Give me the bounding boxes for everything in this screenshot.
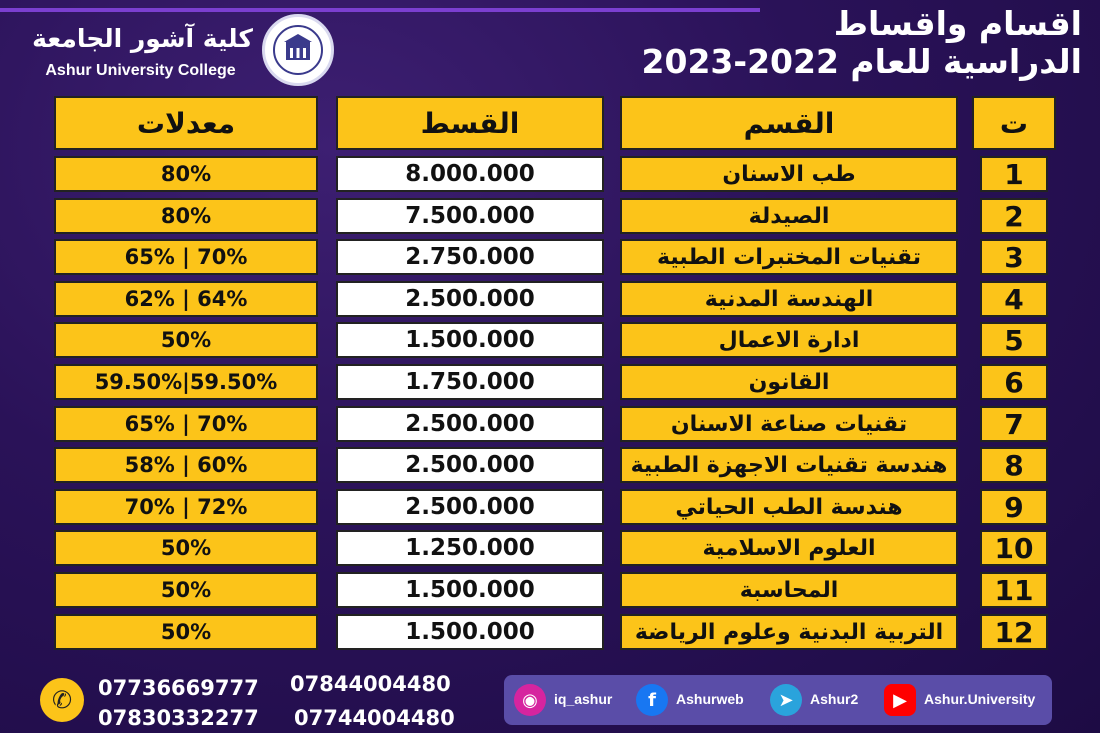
facebook-handle[interactable]: Ashurweb [676,691,744,707]
row-number: 3 [980,239,1048,275]
row-number: 5 [980,322,1048,358]
row-fee: 1.500.000 [336,322,604,358]
row-number: 7 [980,406,1048,442]
phone-number: 07744004480 [294,706,455,730]
column-header-department: القسم [620,96,958,150]
row-number: 1 [980,156,1048,192]
row-rate: 80% [54,198,318,234]
row-rate: 59.50%|59.50% [54,364,318,400]
row-fee: 7.500.000 [336,198,604,234]
row-number: 12 [980,614,1048,650]
row-number: 4 [980,281,1048,317]
row-rate: 65% | 70% [54,239,318,275]
row-fee: 2.500.000 [336,281,604,317]
row-number: 9 [980,489,1048,525]
column-header-rates: معدلات [54,96,318,150]
instagram-handle[interactable]: iq_ashur [554,691,613,707]
row-rate: 50% [54,322,318,358]
row-number: 6 [980,364,1048,400]
row-fee: 1.750.000 [336,364,604,400]
row-number: 11 [980,572,1048,608]
row-department: هندسة الطب الحياتي [620,489,958,525]
row-fee: 2.500.000 [336,489,604,525]
row-number: 2 [980,198,1048,234]
instagram-icon[interactable]: ◉ [514,684,546,716]
row-fee: 1.500.000 [336,614,604,650]
row-fee: 2.500.000 [336,447,604,483]
row-department: ادارة الاعمال [620,322,958,358]
row-fee: 1.250.000 [336,530,604,566]
page-title-line1: اقسام واقساط [833,4,1082,43]
row-department: هندسة تقنيات الاجهزة الطبية [620,447,958,483]
row-rate: 50% [54,530,318,566]
phone-number: 07830332277 [98,706,259,730]
facebook-icon[interactable]: f [636,684,668,716]
row-department: الصيدلة [620,198,958,234]
row-rate: 50% [54,614,318,650]
row-fee: 1.500.000 [336,572,604,608]
youtube-channel[interactable]: Ashur.University [924,691,1036,707]
column-header-number: ت [972,96,1056,150]
top-divider-line [0,8,760,12]
page-title-line2: الدراسية للعام 2022-2023 [641,42,1082,81]
row-department: طب الاسنان [620,156,958,192]
row-number: 10 [980,530,1048,566]
college-name-arabic: كلية آشور الجامعة [32,24,253,53]
college-name-english: Ashur University College [45,62,236,79]
row-department: العلوم الاسلامية [620,530,958,566]
row-rate: 65% | 70% [54,406,318,442]
row-department: التربية البدنية وعلوم الرياضة [620,614,958,650]
row-fee: 2.750.000 [336,239,604,275]
row-department: القانون [620,364,958,400]
telegram-handle[interactable]: Ashur2 [810,691,859,707]
telegram-icon[interactable]: ➤ [770,684,802,716]
row-rate: 58% | 60% [54,447,318,483]
social-media-bar [504,675,1052,725]
row-department: الهندسة المدنية [620,281,958,317]
row-rate: 70% | 72% [54,489,318,525]
youtube-icon[interactable]: ▶ [884,684,916,716]
row-department: تقنيات صناعة الاسنان [620,406,958,442]
column-header-fee: القسط [336,96,604,150]
phone-number: 07844004480 [290,672,451,696]
phone-icon: ✆ [40,678,84,722]
college-seal-logo [262,14,334,86]
row-rate: 62% | 64% [54,281,318,317]
row-department: تقنيات المختبرات الطبية [620,239,958,275]
row-rate: 50% [54,572,318,608]
phone-number: 07736669777 [98,676,259,700]
row-number: 8 [980,447,1048,483]
row-fee: 2.500.000 [336,406,604,442]
row-department: المحاسبة [620,572,958,608]
row-fee: 8.000.000 [336,156,604,192]
row-rate: 80% [54,156,318,192]
seal-emblem-icon [272,24,324,76]
